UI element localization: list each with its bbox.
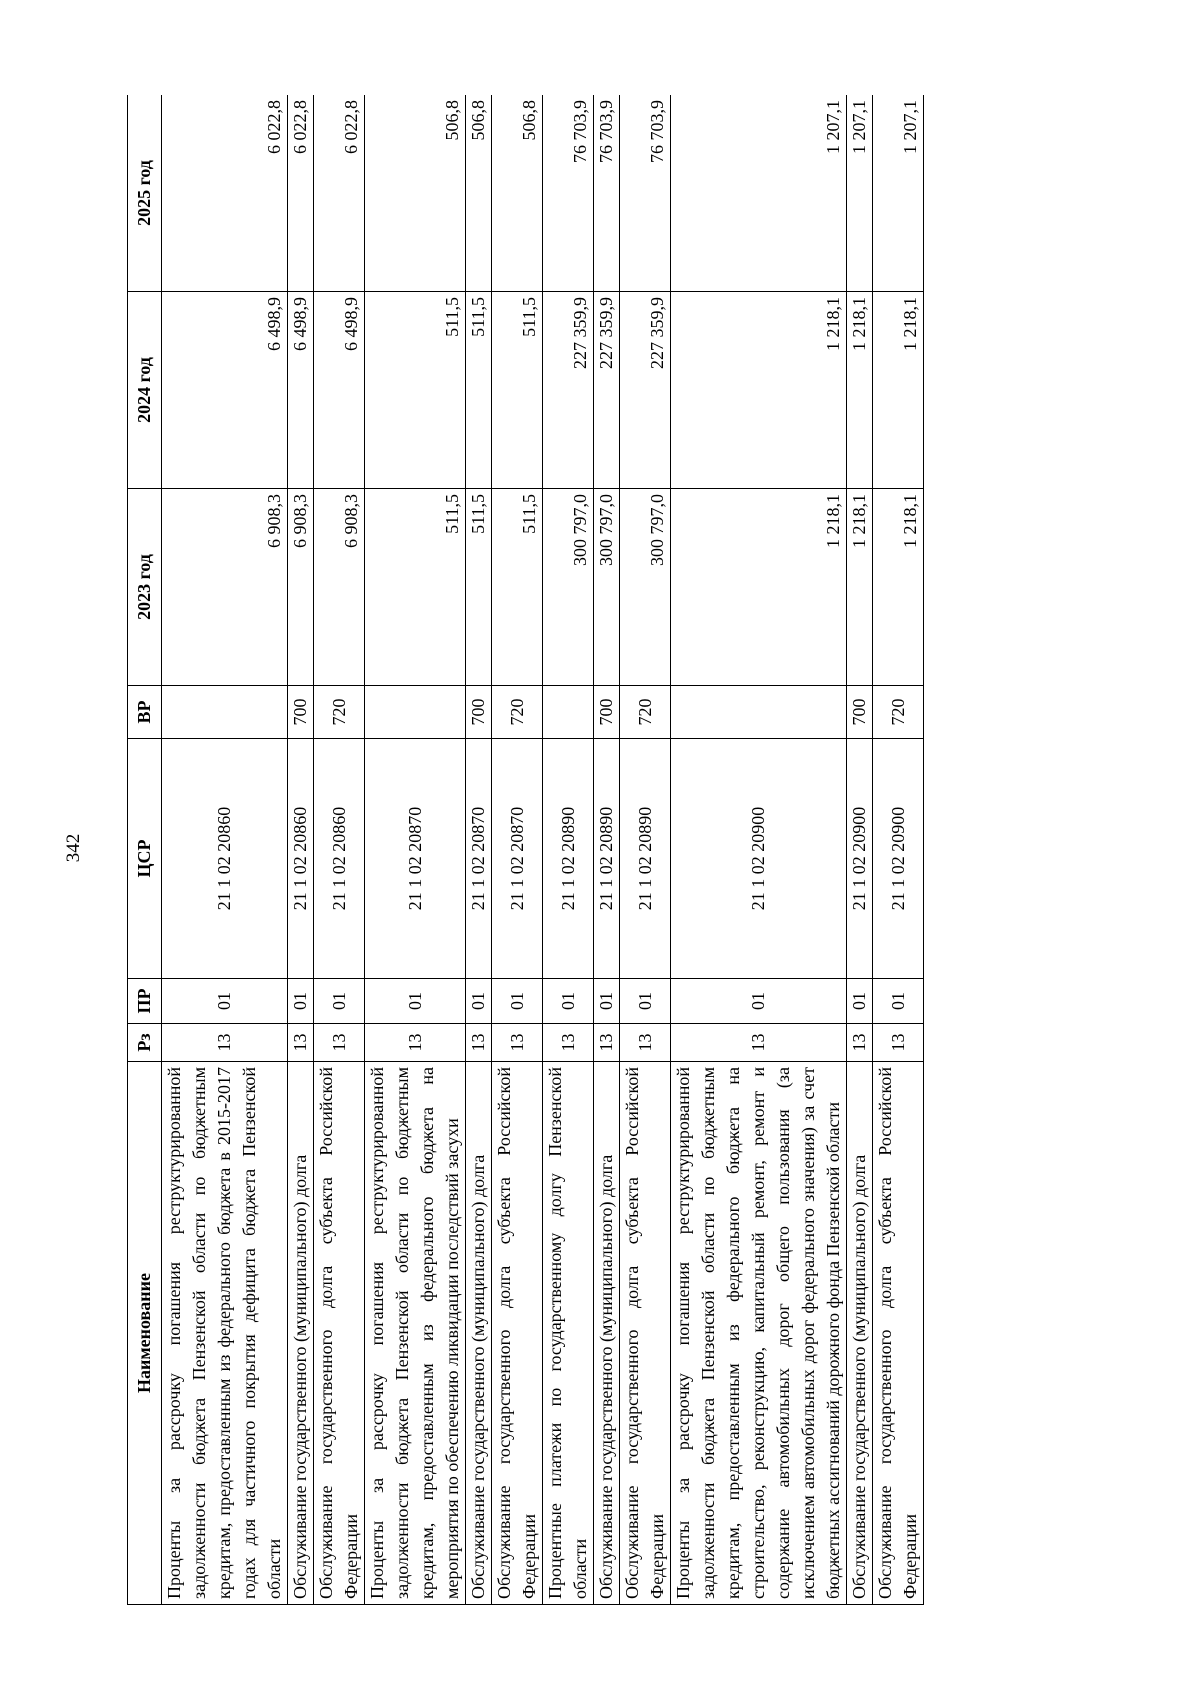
row-2023: 1 218,1 — [671, 489, 847, 686]
row-csr: 21 1 02 20860 — [314, 739, 365, 979]
row-2024: 511,5 — [466, 292, 492, 489]
table-row — [620, 95, 671, 1605]
row-name: Обслуживание государственного (муниципального) долга — [466, 1062, 492, 1605]
row-pr: 01 — [543, 979, 594, 1024]
row-rz: 13 — [466, 1024, 492, 1062]
row-vr: 720 — [873, 686, 924, 739]
header-2025: 2025 год — [128, 95, 162, 292]
row-2023: 300 797,0 — [620, 489, 671, 686]
row-rz: 13 — [873, 1024, 924, 1062]
table-row — [492, 95, 543, 1605]
row-name: Процентные платежи по государственному долгу Пензенской области — [543, 1062, 594, 1605]
table-row — [873, 95, 924, 1605]
header-csr: ЦСР — [128, 739, 162, 979]
table-row — [365, 95, 466, 1605]
row-2025: 1 207,1 — [671, 95, 847, 292]
table-row — [594, 95, 620, 1605]
row-2024: 1 218,1 — [847, 292, 873, 489]
header-rz: Рз — [128, 1024, 162, 1062]
row-2023: 1 218,1 — [847, 489, 873, 686]
row-2023: 6 908,3 — [162, 489, 288, 686]
row-pr: 01 — [466, 979, 492, 1024]
row-name: Проценты за рассрочку погашения реструктурированной задолженности бюджета Пензенской области по бюджетным кредитам, предоставленным из федерального бюджета на мероприятия по обеспечению ликвидации последствий засухи — [365, 1062, 466, 1605]
row-vr: 700 — [847, 686, 873, 739]
header-2023: 2023 год — [128, 489, 162, 686]
row-2024: 227 359,9 — [543, 292, 594, 489]
row-pr: 01 — [314, 979, 365, 1024]
row-2024: 1 218,1 — [671, 292, 847, 489]
table-row — [288, 95, 314, 1605]
row-csr: 21 1 02 20900 — [847, 739, 873, 979]
row-2024: 511,5 — [365, 292, 466, 489]
row-name: Обслуживание государственного долга субъекта Российской Федерации — [492, 1062, 543, 1605]
budget-table — [127, 95, 924, 1605]
row-csr: 21 1 02 20860 — [162, 739, 288, 979]
row-csr: 21 1 02 20890 — [543, 739, 594, 979]
row-rz: 13 — [492, 1024, 543, 1062]
row-vr — [543, 686, 594, 739]
row-2025: 1 207,1 — [847, 95, 873, 292]
row-csr: 21 1 02 20900 — [671, 739, 847, 979]
row-name: Обслуживание государственного долга субъекта Российской Федерации — [620, 1062, 671, 1605]
row-pr: 01 — [873, 979, 924, 1024]
row-pr: 01 — [847, 979, 873, 1024]
table-row — [543, 95, 594, 1605]
row-2023: 511,5 — [466, 489, 492, 686]
row-2025: 76 703,9 — [543, 95, 594, 292]
row-rz: 13 — [543, 1024, 594, 1062]
row-name: Проценты за рассрочку погашения реструктурированной задолженности бюджета Пензенской области по бюджетным кредитам, предоставленным из федерального бюджета на строительство, реконструкцию, капитальный ремонт, ремонт и содержание автомобильных дорог общего пользования (за исключением автомобильных дорог федерального значения) за счет бюджетных ассигнований дорожного фонда Пензенской области — [671, 1062, 847, 1605]
row-2025: 6 022,8 — [288, 95, 314, 292]
row-2023: 511,5 — [492, 489, 543, 686]
row-2024: 511,5 — [492, 292, 543, 489]
rotated-table-container — [127, 95, 1077, 1605]
row-2025: 76 703,9 — [620, 95, 671, 292]
row-2024: 1 218,1 — [873, 292, 924, 489]
row-2024: 6 498,9 — [162, 292, 288, 489]
table-row — [671, 95, 847, 1605]
row-vr: 700 — [466, 686, 492, 739]
row-rz: 13 — [314, 1024, 365, 1062]
header-vr: ВР — [128, 686, 162, 739]
table-row — [466, 95, 492, 1605]
row-rz: 13 — [847, 1024, 873, 1062]
row-2024: 6 498,9 — [288, 292, 314, 489]
row-vr: 720 — [314, 686, 365, 739]
table-header-row — [128, 95, 162, 1605]
row-pr: 01 — [594, 979, 620, 1024]
row-pr: 01 — [671, 979, 847, 1024]
rotated-table-frame — [127, 95, 1077, 1605]
row-rz: 13 — [620, 1024, 671, 1062]
row-pr: 01 — [620, 979, 671, 1024]
row-2023: 300 797,0 — [594, 489, 620, 686]
row-2025: 76 703,9 — [594, 95, 620, 292]
row-vr — [671, 686, 847, 739]
row-2025: 506,8 — [492, 95, 543, 292]
row-vr: 720 — [620, 686, 671, 739]
page-number: 342 — [63, 833, 84, 863]
row-rz: 13 — [162, 1024, 288, 1062]
row-rz: 13 — [594, 1024, 620, 1062]
row-vr — [365, 686, 466, 739]
row-2025: 1 207,1 — [873, 95, 924, 292]
row-pr: 01 — [162, 979, 288, 1024]
row-name: Обслуживание государственного долга субъекта Российской Федерации — [873, 1062, 924, 1605]
table-row — [314, 95, 365, 1605]
row-rz: 13 — [365, 1024, 466, 1062]
row-rz: 13 — [288, 1024, 314, 1062]
row-pr: 01 — [365, 979, 466, 1024]
row-2023: 6 908,3 — [288, 489, 314, 686]
row-2025: 6 022,8 — [162, 95, 288, 292]
row-2024: 227 359,9 — [594, 292, 620, 489]
row-csr: 21 1 02 20860 — [288, 739, 314, 979]
row-name: Обслуживание государственного (муниципального) долга — [594, 1062, 620, 1605]
row-2024: 227 359,9 — [620, 292, 671, 489]
row-2023: 511,5 — [365, 489, 466, 686]
table-row — [847, 95, 873, 1605]
row-csr: 21 1 02 20890 — [594, 739, 620, 979]
header-name: Наименование — [128, 1062, 162, 1605]
row-2025: 6 022,8 — [314, 95, 365, 292]
row-vr: 700 — [594, 686, 620, 739]
row-pr: 01 — [288, 979, 314, 1024]
row-2023: 300 797,0 — [543, 489, 594, 686]
row-csr: 21 1 02 20870 — [365, 739, 466, 979]
row-2025: 506,8 — [365, 95, 466, 292]
row-csr: 21 1 02 20890 — [620, 739, 671, 979]
row-2023: 1 218,1 — [873, 489, 924, 686]
row-name: Проценты за рассрочку погашения реструктурированной задолженности бюджета Пензенской области по бюджетным кредитам, предоставленным из федерального бюджета в 2015-2017 годах для частичного покрытия дефицита бюджета Пензенской области — [162, 1062, 288, 1605]
row-2023: 6 908,3 — [314, 489, 365, 686]
row-vr: 700 — [288, 686, 314, 739]
header-pr: ПР — [128, 979, 162, 1024]
row-rz: 13 — [671, 1024, 847, 1062]
table-row — [162, 95, 288, 1605]
row-2024: 6 498,9 — [314, 292, 365, 489]
row-2025: 506,8 — [466, 95, 492, 292]
header-2024: 2024 год — [128, 292, 162, 489]
row-vr — [162, 686, 288, 739]
row-vr: 720 — [492, 686, 543, 739]
row-csr: 21 1 02 20870 — [466, 739, 492, 979]
row-csr: 21 1 02 20900 — [873, 739, 924, 979]
row-name: Обслуживание государственного (муниципального) долга — [847, 1062, 873, 1605]
row-name: Обслуживание государственного (муниципального) долга — [288, 1062, 314, 1605]
row-name: Обслуживание государственного долга субъекта Российской Федерации — [314, 1062, 365, 1605]
row-csr: 21 1 02 20870 — [492, 739, 543, 979]
row-pr: 01 — [492, 979, 543, 1024]
